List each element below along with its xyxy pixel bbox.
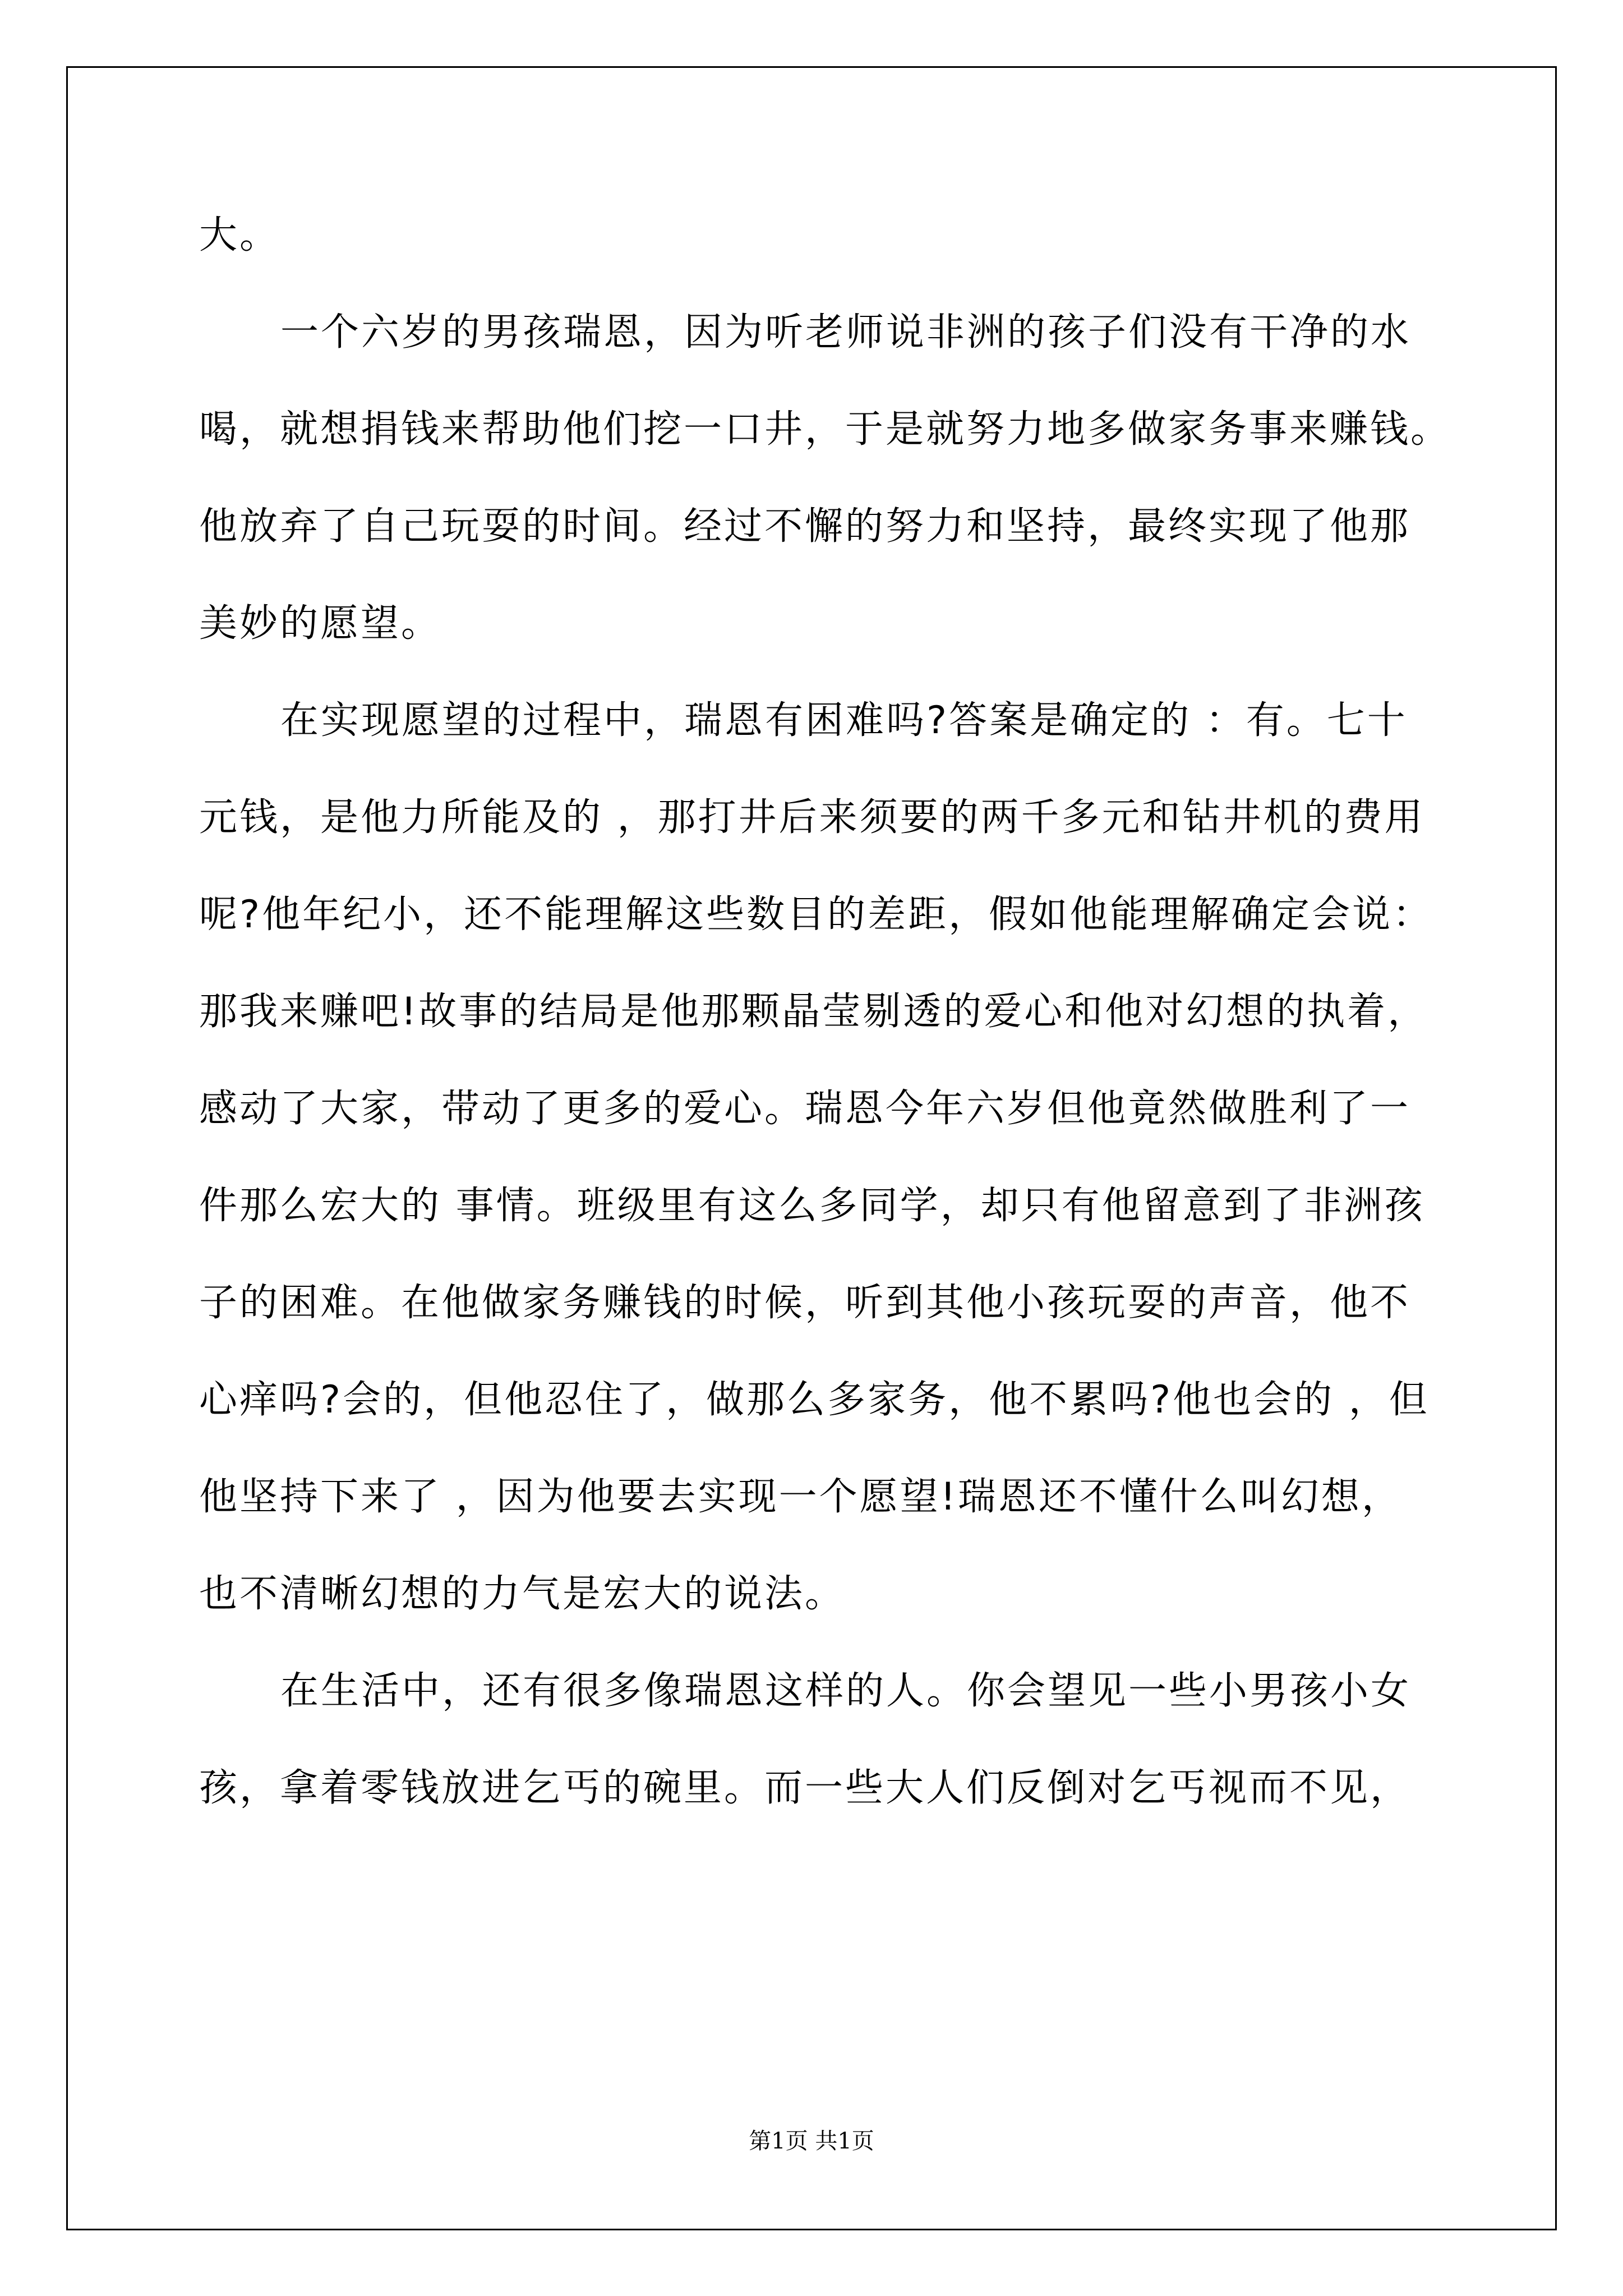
- text-line: 呢?他年纪小，还不能理解这些数目的差距，假如他能理解确定会说：: [199, 892, 1433, 937]
- text-line: 美妙的愿望。: [199, 601, 442, 646]
- page-number: 第1页 共1页: [749, 2128, 874, 2154]
- text-line: 子的困难。在他做家务赚钱的时候，听到其他小孩玩耍的声音，他不: [199, 1281, 1411, 1325]
- text-line: 他坚持下来了 ，因为他要去实现一个愿望!瑞恩还不懂什么叫幻想，: [199, 1475, 1402, 1519]
- text-line: 件那么宏大的 事情。班级里有这么多同学，却只有他留意到了非洲孩: [199, 1184, 1425, 1228]
- text-line: 那我来赚吧!故事的结局是他那颗晶莹剔透的爱心和他对幻想的执着，: [199, 990, 1428, 1034]
- text-line: 感动了大家，带动了更多的爱心。瑞恩今年六岁但他竟然做胜利了一: [199, 1087, 1411, 1131]
- text-line: 元钱，是他力所能及的 ，那打井后来须要的两千多元和钻井机的费用: [199, 795, 1425, 840]
- text-line: 大。: [199, 213, 280, 257]
- page-border: [66, 66, 1557, 2230]
- text-line: 喝，就想捐钱来帮助他们挖一口井，于是就努力地多做家务事来赚钱。: [199, 407, 1451, 452]
- paragraph-line: 一个六岁的男孩瑞恩，因为听老师说非洲的孩子们没有干净的水: [280, 310, 1412, 355]
- text-line: 孩，拿着零钱放进乞丐的碗里。而一些大人们反倒对乞丐视而不见，: [199, 1766, 1411, 1810]
- text-line: 也不清晰幻想的力气是宏大的说法。: [199, 1572, 846, 1616]
- paragraph-line: 在实现愿望的过程中，瑞恩有困难吗?答案是确定的 ：有。七十: [280, 698, 1408, 743]
- text-line: 心痒吗?会的，但他忍住了，做那么多家务，他不累吗?他也会的 ，但: [199, 1378, 1430, 1422]
- text-line: 他放弃了自己玩耍的时间。经过不懈的努力和坚持，最终实现了他那: [199, 504, 1411, 549]
- paragraph-line: 在生活中，还有很多像瑞恩这样的人。你会望见一些小男孩小女: [280, 1669, 1412, 1713]
